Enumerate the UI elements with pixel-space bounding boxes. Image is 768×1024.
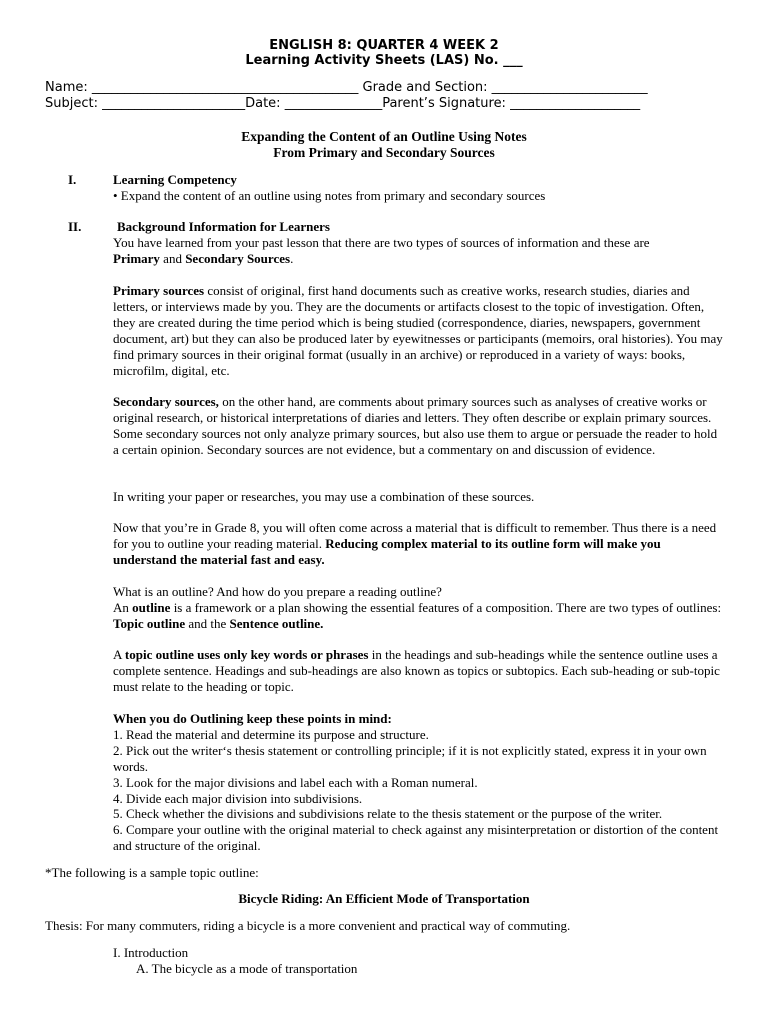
outline-item-introduction: I. Introduction <box>113 945 189 960</box>
lesson-title-line2: From Primary and Secondary Sources <box>273 145 495 160</box>
topic-outline-term: Topic outline <box>113 615 186 631</box>
primary-sources-paragraph <box>113 283 723 378</box>
intro-end: . <box>290 250 294 266</box>
outline-text-a: An <box>113 600 133 615</box>
point-item: 4. Divide each major division into subdivisions. <box>113 790 363 806</box>
outline-definition-paragraph <box>113 600 723 632</box>
name-grade-field-row: Name: _________________________________________ Grade and Section: ________________________ <box>45 80 648 95</box>
topic-outline-paragraph <box>113 647 723 695</box>
sample-thesis: Thesis: For many commuters, riding a bicycle is a more convenient and practical way of commuting. <box>45 918 571 933</box>
outline-term: outline <box>132 600 171 615</box>
primary-sources-text: consist of original, first hand documents such as creative works, research studies, diaries and letters, or interviews made by you. They are the documents or artifacts closest to the topic of investigation. Often, they are created during the time period which is being studied (correspondence, diaries, newspapers, government document, art) but they can also be produced later by eyewitnesses or participants (memoirs, oral histories). You may find primary sources in their original format (usually in an archive) or reproduced in a variety of ways: books, microfilm, digital, etc. <box>113 283 723 378</box>
intro-text: You have learned from your past lesson that there are two types of sources of information and these are <box>113 235 650 250</box>
grade8-text: Now that you’re in Grade 8, you will often come across a material that is difficult to remember. Thus there is a need for you to outline your reading material. <box>113 520 717 551</box>
point-item: 6. Compare your outline with the original material to check against any misinterpretation or distortion of the content and structure of the original. <box>113 822 719 854</box>
outlining-points <box>113 711 723 854</box>
outline-subitem-a: A. The bicycle as a mode of transportation <box>136 961 358 976</box>
grade8-bold: Reducing complex material to its outline form will make you understand the material fast and easy. <box>113 535 661 567</box>
topic-text-a: A <box>113 647 125 662</box>
primary-sources-term: Primary sources <box>113 283 205 298</box>
point-item: 2. Pick out the writer‘s thesis statement or controlling principle; if it is not explicitly stated, express it in your own words. <box>113 742 707 774</box>
header-title: ENGLISH 8: QUARTER 4 WEEK 2 <box>269 38 499 53</box>
sample-intro: *The following is a sample topic outline: <box>45 865 259 880</box>
intro-paragraph <box>113 235 723 267</box>
section-1-heading: Learning Competency <box>113 172 237 187</box>
point-item: 3. Look for the major divisions and label each with a Roman numeral. <box>113 774 478 790</box>
outline-text-c: and the <box>185 615 230 631</box>
section-1-numeral: I. <box>68 172 77 187</box>
points-heading: When you do Outlining keep these points in mind: <box>113 711 392 726</box>
subject-date-signature-row: Subject: ______________________Date: _______________Parent’s Signature: ____________________ <box>45 96 641 111</box>
outline-text-b: is a framework or a plan showing the essential features of a composition. There are two types of outlines: <box>170 600 722 615</box>
combination-paragraph: In writing your paper or researches, you may use a combination of these sources. <box>113 489 535 504</box>
grade8-paragraph <box>113 520 723 568</box>
topic-outline-bold: topic outline uses only key words or phrases <box>124 647 369 662</box>
intro-and: and <box>159 250 186 266</box>
competency-bullet: • Expand the content of an outline using notes from primary and secondary sources <box>113 188 546 203</box>
intro-primary: Primary <box>113 250 160 266</box>
sample-outline-title: Bicycle Riding: An Efficient Mode of Transportation <box>238 891 530 906</box>
topic-outline-text: in the headings and sub-headings while the sentence outline uses a complete sentence. Headings and sub-headings are also known as topics or subtopics. Each sub-heading or sub-topic must relate to the heading or topic. <box>113 647 720 694</box>
section-2-numeral: II. <box>68 219 82 234</box>
outline-question: What is an outline? And how do you prepare a reading outline? <box>113 584 442 599</box>
point-item: 1. Read the material and determine its purpose and structure. <box>113 726 429 742</box>
intro-secondary: Secondary Sources <box>185 250 291 266</box>
lesson-title-line1: Expanding the Content of an Outline Using Notes <box>241 129 527 144</box>
section-2-heading: Background Information for Learners <box>117 219 330 234</box>
secondary-sources-term: Secondary sources, <box>113 394 219 409</box>
point-item: 5. Check whether the divisions and subdivisions relate to the thesis statement or the purpose of the writer. <box>113 806 663 822</box>
sentence-outline-term: Sentence outline. <box>229 615 324 631</box>
header-subtitle: Learning Activity Sheets (LAS) No. ___ <box>245 53 523 68</box>
secondary-sources-text: on the other hand, are comments about primary sources such as analyses of creative works or original research, or historical interpretations of diaries and letters. They often describe or explain primary sources. Some secondary sources not only analyze primary sources, but also use them to argue or persuade the reader to hold a certain opinion. Secondary sources are not evidence, but a commentary on and discussion of evidence. <box>113 394 718 457</box>
secondary-sources-paragraph <box>113 394 723 458</box>
